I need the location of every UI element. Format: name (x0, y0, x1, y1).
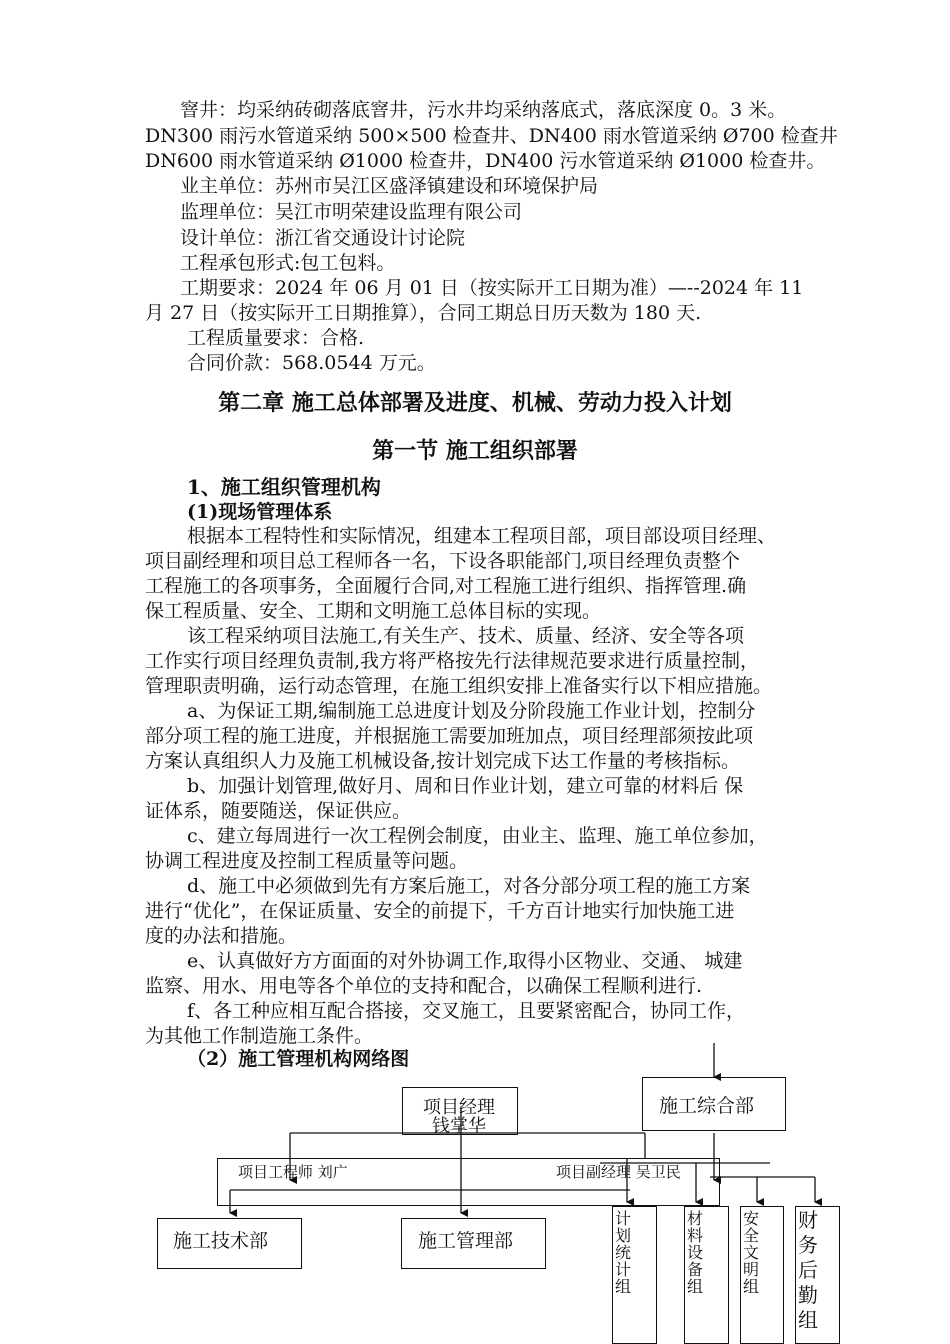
measure-a-line: a、为保证工期,编制施工总进度计划及分阶段施工作业计划，控制分 (187, 700, 756, 722)
measure-a-line: 方案认真组织人力及施工机械设备,按计划完成下达工作量的考核指标。 (145, 750, 741, 772)
intro-line-manhole: 窨井：均采纳砖砌落底窨井，污水井均采纳落底式，落底深度 0。3 米。 (180, 99, 787, 121)
measure-b-line: b、加强计划管理,做好月、周和日作业计划，建立可靠的材料后 保 (187, 775, 744, 797)
project-manager-title: 项目经理 (423, 1097, 495, 1118)
safety-group-label: 安全文明组 (743, 1209, 760, 1296)
measure-d-line: 进行“优化”，在保证质量、安全的前提下，千方百计地实行加快施工进 (145, 900, 735, 922)
period-line-1: 工期要求：2024 年 06 月 01 日（按实际开工日期为准）—--2024 年 11 (180, 277, 804, 299)
para2-line: 该工程采纳项目法施工,有关生产、技术、质量、经济、安全等各项 (187, 625, 745, 647)
measure-f-line: 为其他工作制造施工条件。 (145, 1025, 374, 1047)
chapter-title: 第二章 施工总体部署及进度、机械、劳动力投入计划 (218, 390, 732, 416)
section-title: 第一节 施工组织部署 (372, 438, 578, 464)
subheading-org-chart: （2）施工管理机构网络图 (187, 1048, 410, 1070)
measure-d-line: 度的办法和措施。 (145, 925, 298, 947)
supervisor-unit: 监理单位：吴江市明荣建设监理有限公司 (180, 201, 523, 223)
intro-line-dn300: DN300 雨污水管道采纳 500×500 检查井、DN400 雨水管道采纳 Ø700 检查井 (145, 125, 838, 147)
contract-price: 合同价款：568.0544 万元。 (187, 352, 436, 374)
measure-e-line: 监察、用水、用电等各个单位的支持和配合，以确保工程顺利进行. (145, 975, 703, 997)
mgmt-dept-label: 施工管理部 (418, 1230, 514, 1252)
para1-line: 保工程质量、安全、工期和文明施工总体目标的实现。 (145, 600, 602, 622)
measure-c-line: 协调工程进度及控制工程质量等问题。 (145, 850, 469, 872)
para2-line: 工作实行项目经理负责制,我方将严格按先行法律规范要求进行质量控制， (145, 650, 760, 672)
designer-unit: 设计单位：浙江省交通设计讨论院 (180, 227, 466, 249)
owner-unit: 业主单位：苏州市吴江区盛泽镇建设和环境保护局 (180, 175, 599, 197)
intro-line-dn600: DN600 雨水管道采纳 Ø1000 检查井，DN400 污水管道采纳 Ø1000 检查井。 (145, 150, 826, 172)
measure-f-line: f、各工种应相互配合搭接，交叉施工，且要紧密配合，协同工作， (187, 1000, 746, 1022)
measure-b-line: 证体系，随要随送，保证供应。 (145, 800, 412, 822)
material-group-label: 材料设备组 (687, 1209, 704, 1296)
subheading-org-structure: 1、施工组织管理机构 (187, 475, 381, 499)
finance-group-label: 财务后勤组 (798, 1208, 818, 1332)
measure-c-line: c、建立每周进行一次工程例会制度，由业主、监理、施工单位参加， (187, 825, 768, 847)
deputy-manager-label: 项目副经理 吴卫民 (556, 1163, 681, 1181)
period-line-2: 月 27 日（按实际开工日期推算），合同工期总日历天数为 180 天. (145, 302, 702, 324)
plan-group-label: 计划统计组 (615, 1209, 632, 1296)
project-manager-name: 钱掌华 (432, 1116, 486, 1137)
general-dept-label: 施工综合部 (659, 1095, 755, 1117)
para1-line: 工程施工的各项事务，全面履行合同,对工程施工进行组织、指挥管理.确 (145, 575, 747, 597)
measure-a-line: 部分项工程的施工进度，并根据施工需要加班加点，项目经理部须按此项 (145, 725, 754, 747)
subheading-site-management: (1)现场管理体系 (187, 501, 333, 523)
para2-line: 管理职责明确，运行动态管理，在施工组织安排上准备实行以下相应措施。 (145, 675, 773, 697)
quality-requirement: 工程质量要求：合格. (187, 327, 365, 349)
measure-d-line: d、施工中必须做到先有方案后施工，对各分部分项工程的施工方案 (187, 875, 751, 897)
para1-line: 项目副经理和项目总工程师各一名，下设各职能部门,项目经理负责整个 (145, 550, 741, 572)
contract-form: 工程承包形式:包工包料。 (180, 252, 396, 274)
project-engineer-label: 项目工程师 刘广 (238, 1163, 348, 1181)
para1-line: 根据本工程特性和实际情况，组建本工程项目部，项目部设项目经理、 (187, 525, 777, 547)
tech-dept-label: 施工技术部 (173, 1230, 269, 1252)
measure-e-line: e、认真做好方方面面的对外协调工作,取得小区物业、交通、 城建 (187, 950, 743, 972)
